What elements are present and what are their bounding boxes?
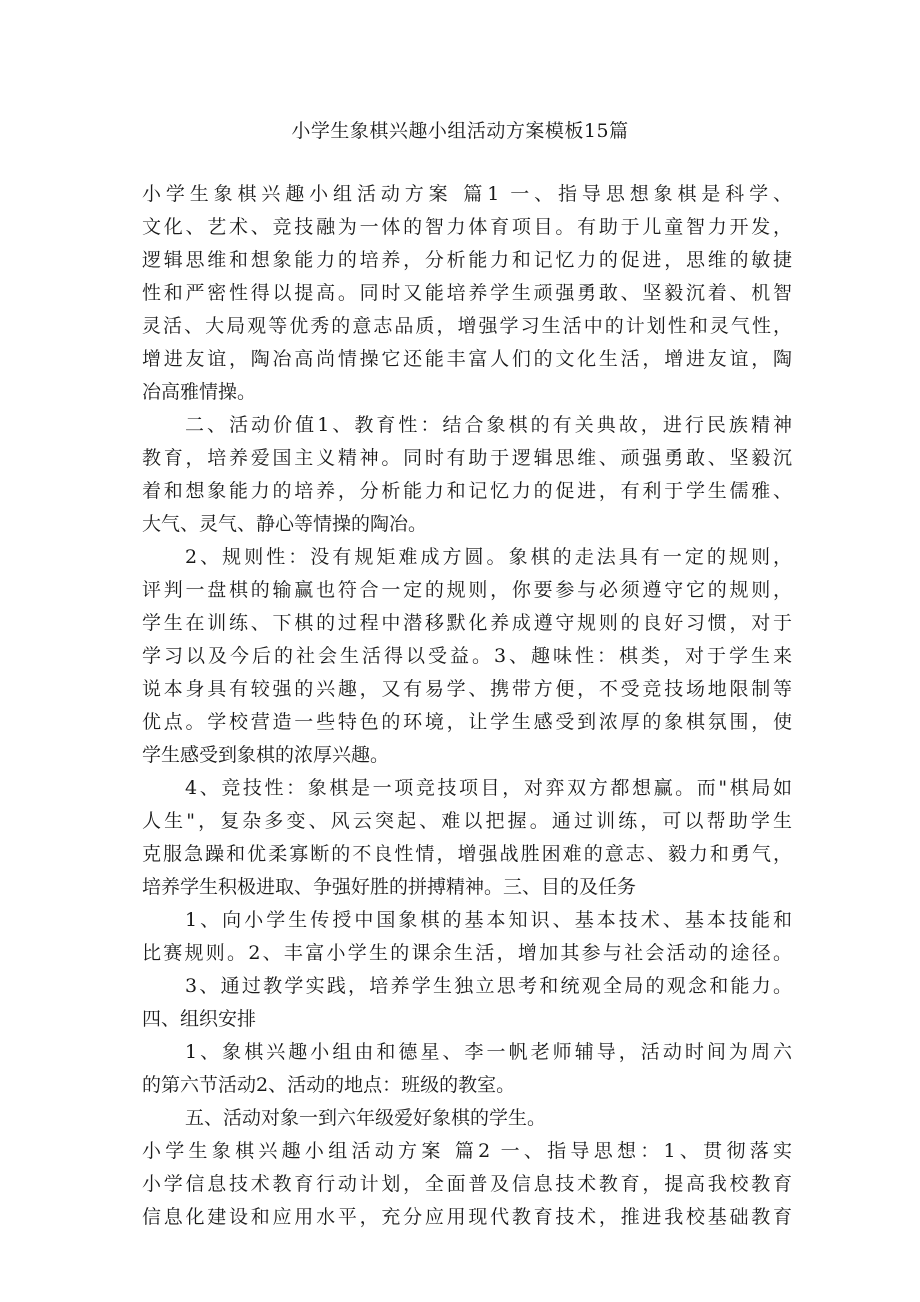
text-line: 3、通过教学实践，培养学生独立思考和统观全局的观念和能力。 — [185, 975, 792, 997]
text-line: 人生"，复杂多变、风云突起、难以把握。通过训练，可以帮助学生 — [142, 810, 792, 832]
text-line: 优点。学校营造一些特色的环境，让学生感受到浓厚的象棋氛围，使 — [142, 711, 792, 733]
text-line: 四、组织安排 — [142, 1008, 257, 1030]
text-line: 学生感受到象棋的浓厚兴趣。 — [142, 744, 390, 766]
text-line: 灵活、大局观等优秀的意志品质，增强学习生活中的计划性和灵气性， — [142, 315, 792, 337]
text-line: 小学信息技术教育行动计划，全面普及信息技术教育，提高我校教育 — [142, 1173, 792, 1195]
text-line: 小学生象棋兴趣小组活动方案 篇2 一、指导思想：1、贯彻落实 — [142, 1140, 792, 1162]
text-line: 学生在训练、下棋的过程中潜移默化养成遵守规则的良好习惯，对于 — [142, 612, 792, 634]
text-line: 大气、灵气、静心等情操的陶冶。 — [142, 513, 428, 535]
text-line: 性和严密性得以提高。同时又能培养学生顽强勇敢、坚毅沉着、机智 — [142, 282, 792, 304]
text-line: 说本身具有较强的兴趣，又有易学、携带方便，不受竞技场地限制等 — [142, 678, 792, 700]
text-line: 小学生象棋兴趣小组活动方案 篇1 一、指导思想象棋是科学、 — [142, 183, 792, 205]
text-line: 评判一盘棋的输赢也符合一定的规则，你要参与必须遵守它的规则， — [142, 579, 792, 601]
text-line: 比赛规则。2、丰富小学生的课余生活，增加其参与社会活动的途径。 — [142, 942, 792, 964]
document-title: 小学生象棋兴趣小组活动方案模板15篇 — [291, 120, 629, 142]
text-line: 4、竞技性：象棋是一项竞技项目，对弈双方都想赢。而"棋局如 — [185, 777, 792, 799]
text-line: 增进友谊，陶冶高尚情操它还能丰富人们的文化生活，增进友谊，陶 — [142, 348, 792, 370]
text-line: 1、象棋兴趣小组由和德星、李一帆老师辅导，活动时间为周六 — [185, 1041, 792, 1063]
text-line: 冶高雅情操。 — [142, 381, 257, 403]
text-line: 学习以及今后的社会生活得以受益。3、趣味性：棋类，对于学生来 — [142, 645, 792, 667]
document-body — [142, 178, 792, 1234]
text-line: 五、活动对象一到六年级爱好象棋的学生。 — [185, 1107, 547, 1129]
text-line: 的第六节活动2、活动的地点：班级的教室。 — [142, 1074, 516, 1096]
text-line: 培养学生积极进取、争强好胜的拼搏精神。三、目的及任务 — [142, 876, 637, 898]
text-line: 着和想象能力的培养，分析能力和记忆力的促进，有利于学生儒雅、 — [142, 480, 792, 502]
text-line: 文化、艺术、竞技融为一体的智力体育项目。有助于儿童智力开发， — [142, 216, 792, 238]
text-line: 逻辑思维和想象能力的培养，分析能力和记忆力的促进，思维的敏捷 — [142, 249, 792, 271]
text-line: 信息化建设和应用水平，充分应用现代教育技术，推进我校基础教育 — [142, 1206, 792, 1228]
text-line: 二、活动价值1、教育性：结合象棋的有关典故，进行民族精神 — [185, 414, 792, 436]
text-line: 教育，培养爱国主义精神。同时有助于逻辑思维、顽强勇敢、坚毅沉 — [142, 447, 792, 469]
text-line: 2、规则性：没有规矩难成方圆。象棋的走法具有一定的规则， — [185, 546, 792, 568]
text-line: 克服急躁和优柔寡断的不良性情，增强战胜困难的意志、毅力和勇气， — [142, 843, 792, 865]
text-line: 1、向小学生传授中国象棋的基本知识、基本技术、基本技能和 — [185, 909, 792, 931]
